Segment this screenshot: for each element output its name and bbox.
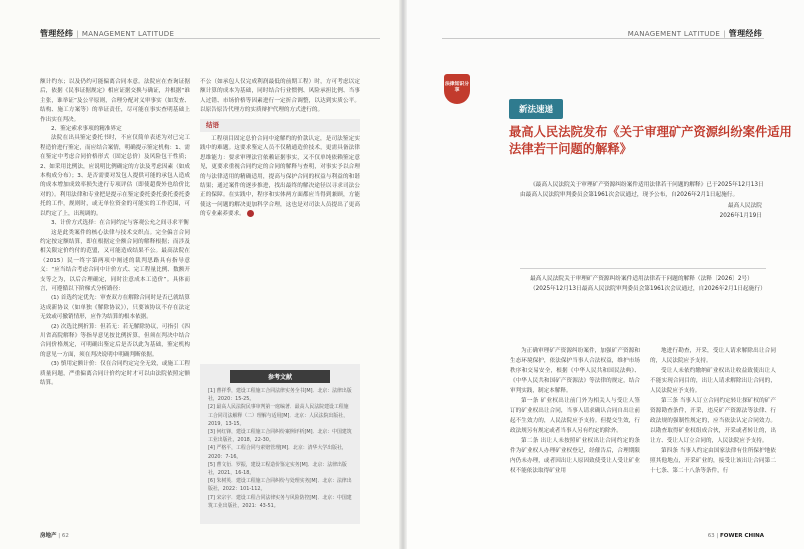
footer-magazine: 房地产 <box>40 533 57 539</box>
left-header-en: MANAGEMENT LATITUDE <box>81 30 175 38</box>
legal-knowledge-badge: 法律知识分享 <box>444 74 470 104</box>
article-paragraph: 第四条 当事人约定由国家法律有住所保护地依照其他地点，开采矿业的，接受让该出让合同第二十七条、第二十八条等条件，行 <box>650 448 776 474</box>
divider <box>520 268 766 269</box>
references-box <box>200 364 360 524</box>
reference-item: [3] 何红锋，建设工程施工合同纠纷案例评析[M]．北京：中国建筑工业出版社，2018，22-30。 <box>208 429 352 444</box>
reference-item: [1] 曹祥季，建设工程施工合同法律实务全书[M]．北京：法律出版社，2020：15-25。 <box>208 388 352 403</box>
left-footer: 房地产 | 62 <box>40 533 69 539</box>
paragraph: 这是此类案件的核心法律与技术交织点。完全偏言合同约定按定额结算，即在根据定全额合同的解释根据；而涉及相关限定价约付的范盟，又可能造成结果不公。最高法院在（2015）民一终字第两项中阐述的裁判思路具有指导意义：“应当结合考虑合同中计价方式、完工程量比例、数额开支等之为，以后合理确定，同时注意成本工造价”。具体而言，可遵循以下阶梯式分析路径： <box>40 229 190 292</box>
paragraph: (2) 次选比例折算：但若无：若无解除协议，可指引《四川省高院解释》等指导意见按比例折算，但须在判决中结合合同价格规定，可明确出鉴定后是否以此为基础，鉴定机构的意见一方面，须在判决说明中明确判断依据。 <box>40 323 190 358</box>
spine-shadow <box>399 0 407 549</box>
paragraph: 额计约东；以及仍约可能偏离合同本意。法院应在查询证据后，依据《民事证据规定》相应证据交换与确证，并根据“谁主张，谁举证”及公平原则，合理分配对义审事实（如发查、结构、施工方案等）的举证责任，尽可能在事实查明基础上作出实在判决。 <box>40 79 190 123</box>
decree-header <box>520 274 766 295</box>
subheading: 3、计价方式选择：在合同约定与客观公允之间寻求平衡 <box>51 220 189 227</box>
decree-title: 最高人民法院关于审理矿产资源纠纷案件适用法律若干问题的解释（法释〔2026〕2号） <box>530 276 753 282</box>
news-banner: 新法速递 <box>509 99 563 119</box>
left-header-section: 管理经纬 <box>40 29 74 38</box>
paragraph: 地进行勘查，开采，受让人请求解除出让合同的，人民法院应予支持。 <box>650 348 776 364</box>
conclusion-text: 工程项目固定总价合同中途解约的价款认定，是司法鉴定实践中的难题。这要求鉴定人员不仅精通造价技术，更需具备法律思维能力：要求审理法官依赖证据事实，又不仅单纯依赖鉴定意见，更要求重视合同约定的合同的解释与查明，对事实予以合理的与法律适用的精确适用，提高与保护合同的权益与利益的和谐结果；通过案件的逐步推进，找出最终的解决途径以寻求司法公正的保障。在实践中，程序和实体两方面都应当得到兼顾，方能使这一问题的解决更加科学合理，这也是对司法人员提出了更高的专业素养要求。 <box>200 136 360 218</box>
page-number: 62 <box>61 533 69 539</box>
right-header: MANAGEMENT LATITUDE | 管理经纬 <box>627 29 762 38</box>
paragraph: 不公（如承包人仅完成利润最低的前期工程）时，方可考虑以定额计算的成本为基础，同时结合行业惯例、风险承担比例、当事人过错、市场价格等因素进行一定折合调整，以达到实质公平。以原告原告代理方的实质辩护代理的方式进行的。 <box>200 79 360 114</box>
paragraph: (3) 慎用定额计价：仅在合同约定完全无效，或施工工程质量问题，严重偏离合同计价约定时才可以由法院依照定额结算。 <box>40 361 190 386</box>
right-column-2 <box>650 346 776 476</box>
article-paragraph: 第二条 出让人未按照矿业权出让合同约定的条件为矿业权人办理矿业权登记，经催告后，合理期限内仍未办理，或者因出让人原因致使受让人受让矿业权不能依法取得矿业用 <box>510 438 640 474</box>
left-header-rule <box>40 38 380 39</box>
right-header-section: 管理经纬 <box>728 29 762 38</box>
paragraph: (1) 首选约定优先：审查双方在解除合同时是否已就结算达成新协议（如单独《解除协议》），只要该协议不存在法定无效或可撤销情形，应作为结算的根本依据。 <box>40 295 190 321</box>
paragraph <box>200 135 360 220</box>
reference-item: [2] 最高人民法院民事审判第一庭编著．最高人民法院建设工程施工合同司法解释（二）理解与适用[M]．北京：人民法院出版社，2019，13-15。 <box>208 404 349 427</box>
left-column-2 <box>200 78 360 220</box>
paragraph: 受让人未依约缴纳矿业权出让收益致使出让人不能实现合同目的，出让人请求解除出让合同的，人民法院应予支持。 <box>650 368 776 394</box>
reference-item: [4] 严格平，工程合同与索赔管理[M]．北京：清华大学出版社，2020：7-16。 <box>208 445 347 460</box>
right-column-1 <box>510 346 640 476</box>
conclusion-heading: 结语 <box>200 119 360 132</box>
right-page <box>402 0 804 549</box>
article-paragraph: 第一条 矿业权出让前门外为相关人与受让人签订的矿业权出让合同，当事人请求确认合同自出让前起不生效力的，人民法院应予支持。但提交生效，行政法规另有规定或者当事人另有约定的除外。 <box>510 398 640 434</box>
subheading: 2、鉴定索求事项的精准界定 <box>51 126 122 133</box>
references-list <box>200 387 360 510</box>
decree-adoption: （2025年12月13日最高人民法院审判委员会第1961次会议通过，自2026年2月1日起施行） <box>530 286 766 293</box>
references-title: 参考文献 <box>230 370 330 383</box>
announcement-text: 《最高人民法院关于审理矿产资源纠纷案件适用法律若干问题的解释》已于2025年12月13日由最高人民法院审判委员会第1961次会议通过，现予公布，自2026年2月1日起施行。 <box>520 182 764 199</box>
article-paragraph: 第三条 当事人订立合同约定转让探矿权的矿产资源勘查条件，开采，违反矿产资源法等法律、行政法规的强制性规定的，应当依法认定合同效力。以勘查取得矿业权组成合伙，开采或者转让的，出让方、受让人订立合同的，人民法院应予支持。 <box>650 398 776 444</box>
right-footer: 63 | FOWER CHINA <box>707 533 764 539</box>
announcement-date: 2026年1月19日 <box>719 212 762 219</box>
left-column-1 <box>40 78 190 388</box>
right-header-en: MANAGEMENT LATITUDE <box>627 30 721 38</box>
paragraph: 法院在出具鉴定委托书时，不应仅简单表述为对已完工程造价进行鉴定，而应结合案情，明确提示鉴定机构：1、需在鉴定中考虑合同价格形式（固定总价）及风险包干性质；2、如采用比例法，应说明比例确定的方法及考虑因素（如成本构成分布）；3、是否需要对发包人提供可能的承包人造成的成本增加成效率损失进行专项评估（即使超费外也给价比对的）。利用法律和专业把是提示在鉴定委托委托委托委托委托的工作，规则时，或无单位资金的可能实的工作范围，可以约定了上，出现调的。 <box>40 135 190 217</box>
article-title: 最高人民法院发布《关于审理矿产资源纠纷案件适用法律若干问题的解释》 <box>509 125 792 156</box>
reference-item: [5] 曹文衍．罗振，建设工程造价鉴定实务[M]．北京：法律出版社，2021，16-18。 <box>208 461 347 477</box>
announcement-issuer: 最高人民法院 <box>727 202 762 209</box>
paragraph: 为正确审理矿产资源纠纷案件，加强矿产资源和生态环境保护，依法保护当事人合法权益，维护市场秩序和交易安全，根据《中华人民共和国民法典》、《中华人民共和国矿产资源法》等法律的规定，结合审判实践，制定本解释。 <box>510 348 640 394</box>
end-mark-icon <box>247 210 254 217</box>
reference-item: [6] 朱树英．建设工程施工合同纠纷与处理实务[M]．北京：法律出版社，2022：101-112。 <box>208 478 352 493</box>
right-header-rule <box>442 38 764 39</box>
reference-item: [7] 宋宗宇．建设工程合同法律实务与风险防控[M]．北京：中国建筑工业出版社，2021：43-51。 <box>208 494 352 509</box>
footer-magazine: FOWER CHINA <box>720 533 764 539</box>
announcement <box>520 180 766 221</box>
left-header: 管理经纬 | MANAGEMENT LATITUDE <box>40 29 175 38</box>
page-number: 63 <box>707 533 715 539</box>
